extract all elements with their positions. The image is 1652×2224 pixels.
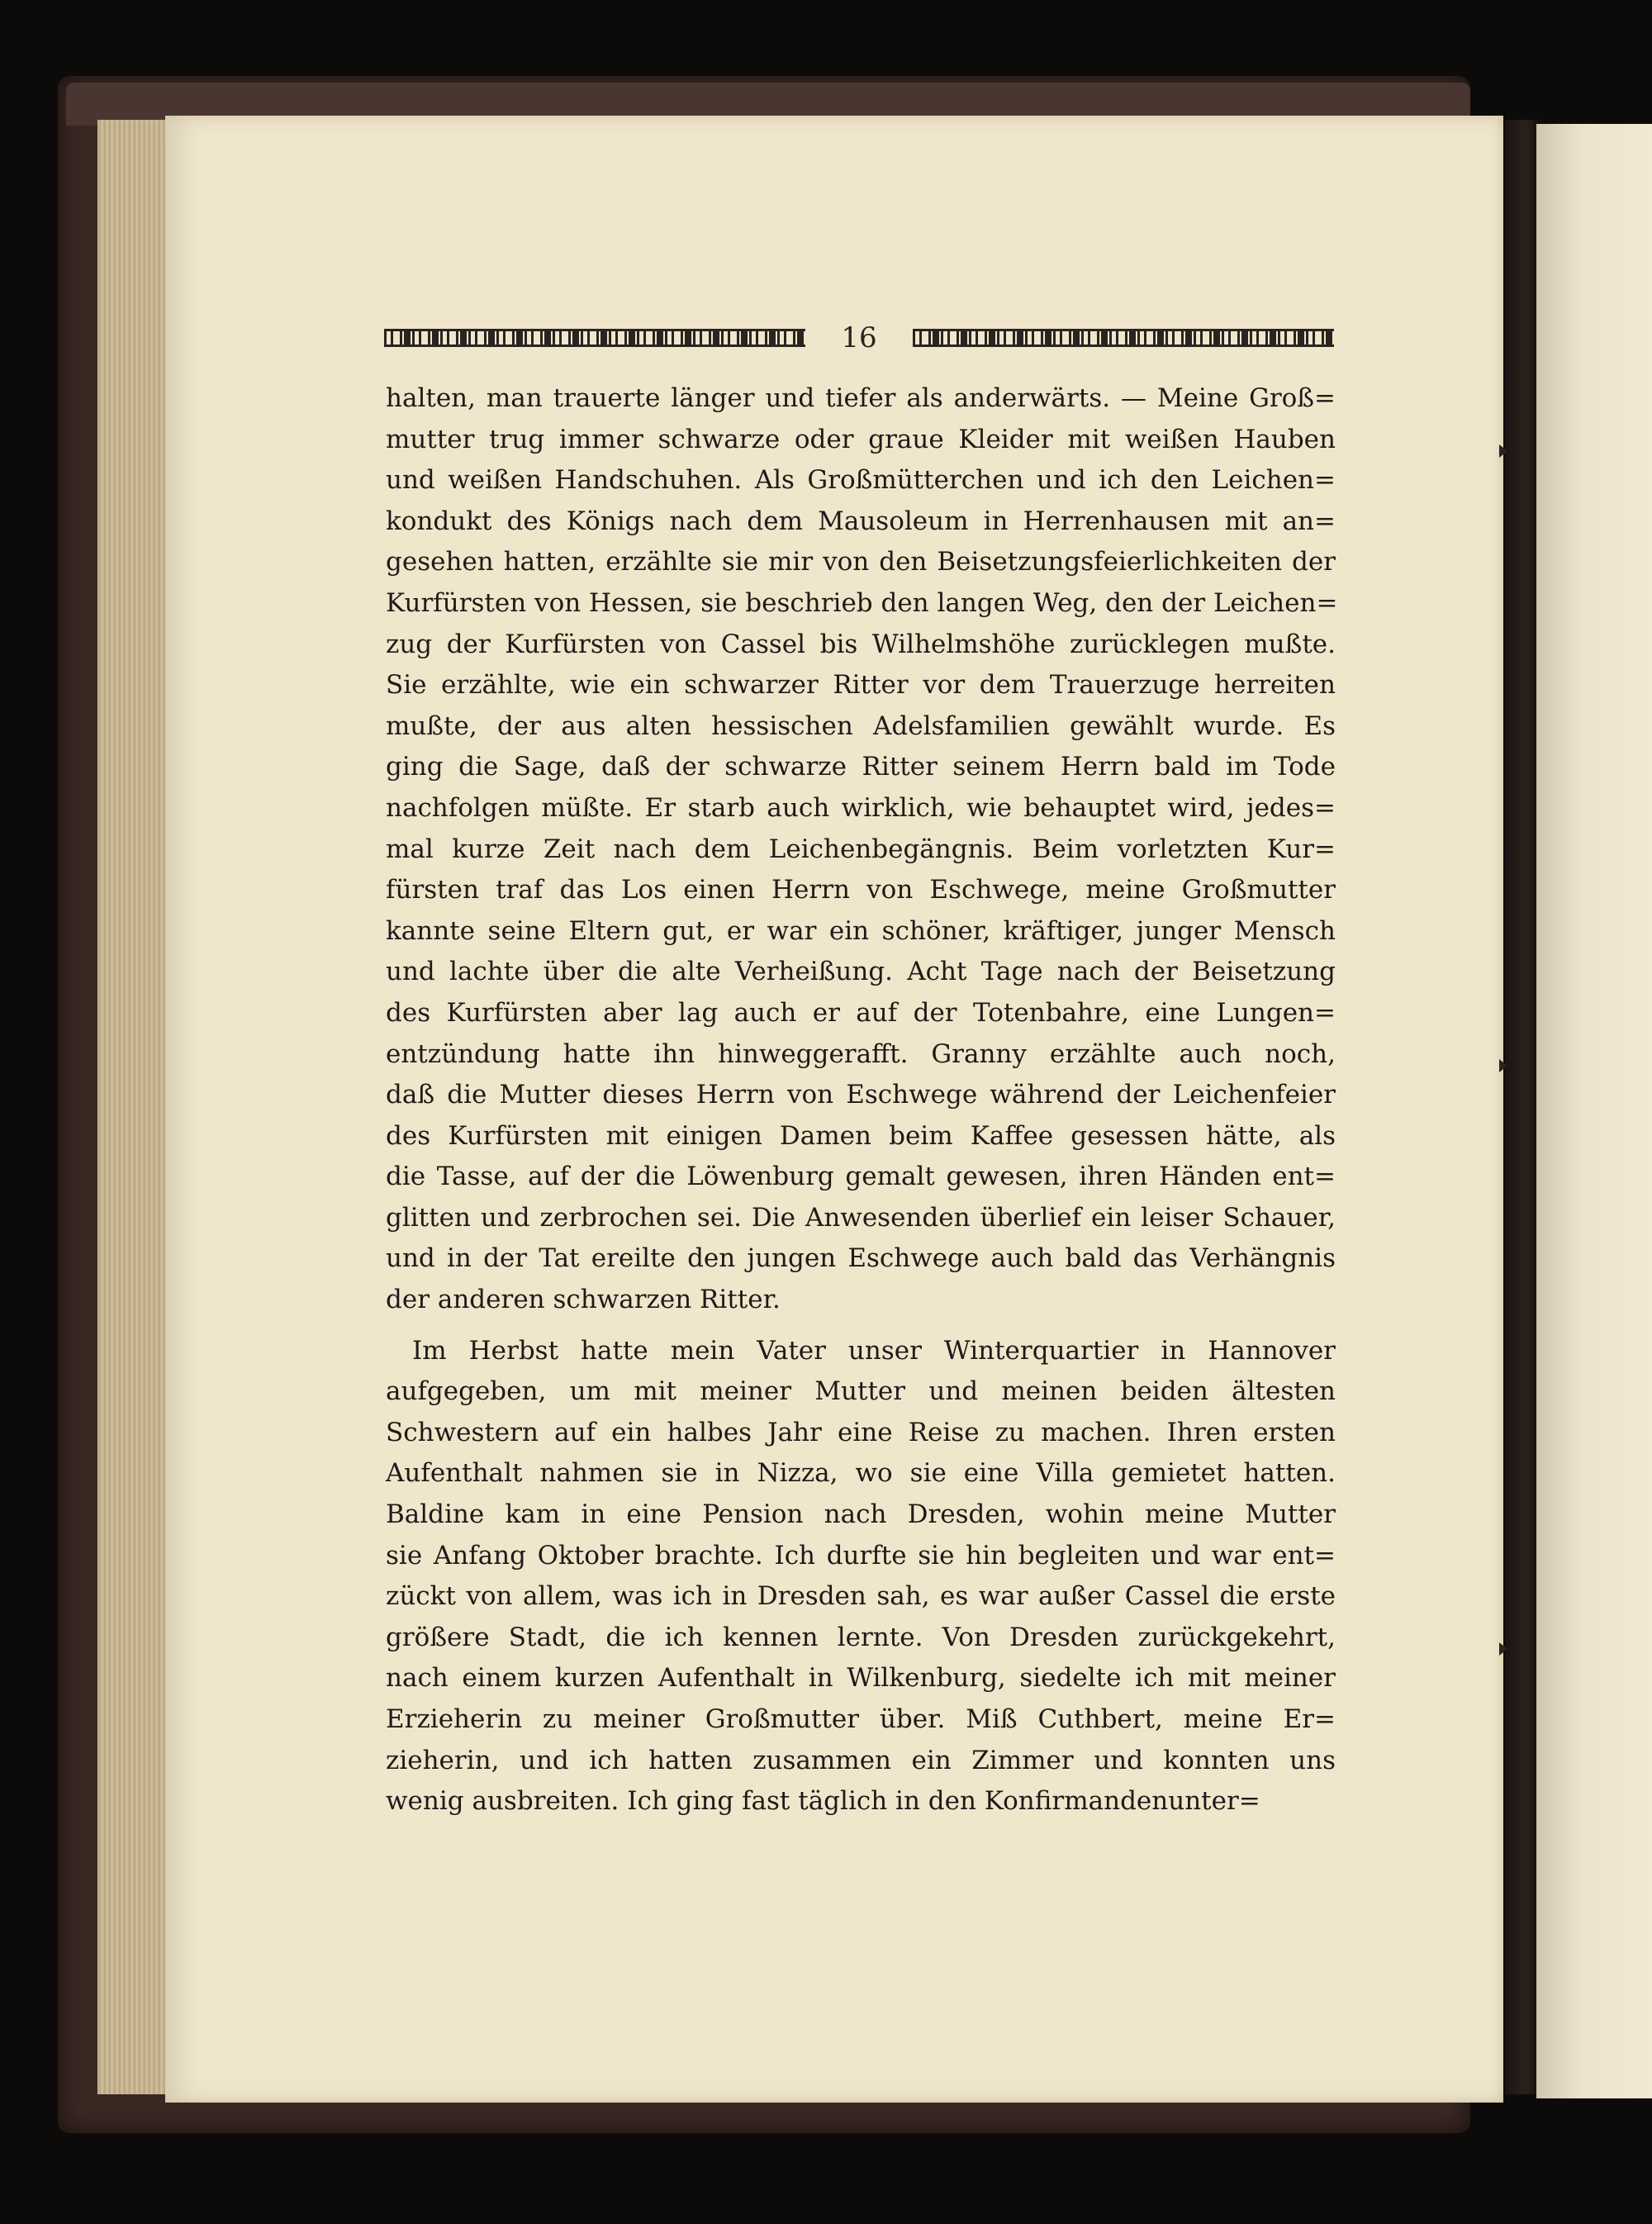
text-line: Kurfürsten von Hessen, sie beschrieb den langen Weg, den der Leichen=: [386, 587, 1338, 618]
text-line: nachfolgen müßte. Er starb auch wirklich, wie behauptet wird, jedes=: [386, 792, 1336, 823]
text-line: Schwestern auf ein halbes Jahr eine Reise zu machen. Ihren ersten: [386, 1417, 1336, 1447]
margin-mark: [1499, 1059, 1507, 1072]
text-line: ging die Sage, daß der schwarze Ritter seinem Herrn bald im Tode: [386, 752, 1336, 782]
text-line: nach einem kurzen Aufenthalt in Wilkenburg, siedelte ich mit meiner: [386, 1663, 1336, 1694]
text-line: der anderen schwarzen Ritter.: [386, 1285, 781, 1315]
text-line: und weißen Handschuhen. Als Großmütterchen und ich den Leichen=: [386, 465, 1336, 496]
text-line: und in der Tat ereilte den jungen Eschwege auch bald das Verhängnis: [386, 1243, 1336, 1274]
paragraph: [386, 378, 1336, 1321]
text-line: wenig ausbreiten. Ich ging fast täglich in den Konfirmandenunter=: [386, 1786, 1260, 1817]
text-line: des Kurfürsten mit einigen Damen beim Kaffee gesessen hätte, als: [386, 1120, 1336, 1151]
text-line: Erzieherin zu meiner Großmutter über. Miß Cuthbert, meine Er=: [386, 1704, 1336, 1734]
text-line: aufgegeben, um mit meiner Mutter und meinen beiden ältesten: [386, 1376, 1336, 1407]
text-line: mutter trug immer schwarze oder graue Kleider mit weißen Hauben: [386, 424, 1336, 454]
text-line: die Tasse, auf der die Löwenburg gemalt gewesen, ihren Händen ent=: [386, 1162, 1336, 1192]
text-line: halten, man trauerte länger und tiefer als anderwärts. — Meine Groß=: [386, 383, 1336, 413]
text-line: gesehen hatten, erzählte sie mir von den Beisetzungsfeierlichkeiten der: [386, 547, 1336, 577]
paragraph-gap: [386, 1321, 1336, 1331]
text-line: Sie erzählte, wie ein schwarzer Ritter vor dem Trauerzuge herreiten: [386, 670, 1336, 701]
running-header: [384, 318, 1334, 358]
text-line: entzündung hatte ihn hinweggerafft. Granny erzählte auch noch,: [386, 1038, 1336, 1069]
text-line: größere Stadt, die ich kennen lernte. Von Dresden zurückgekehrt,: [386, 1622, 1336, 1652]
ornament-band-right: [913, 329, 1334, 347]
text-line: kondukt des Königs nach dem Mausoleum in Herrenhausen mit an=: [386, 506, 1336, 536]
margin-mark: [1499, 1642, 1507, 1656]
text-line: mal kurze Zeit nach dem Leichenbegängnis. Beim vorletzten Kur=: [386, 834, 1336, 864]
text-line: Baldine kam in eine Pension nach Dresden, wohin meine Mutter: [386, 1499, 1336, 1530]
text-line: zug der Kurfürsten von Cassel bis Wilhelmshöhe zurücklegen mußte.: [386, 629, 1336, 659]
text-line: und lachte über die alte Verheißung. Acht Tage nach der Beisetzung: [386, 957, 1336, 987]
text-line: daß die Mutter dieses Herrn von Eschwege während der Leichenfeier: [386, 1080, 1336, 1110]
text-line: sie Anfang Oktober brachte. Ich durfte sie hin begleiten und war ent=: [386, 1540, 1336, 1571]
text-line: zückt von allem, was ich in Dresden sah, es war außer Cassel die erste: [386, 1581, 1336, 1612]
page-edges: [97, 120, 172, 2094]
text-line: glitten und zerbrochen sei. Die Anwesenden überlief ein leiser Schauer,: [386, 1202, 1336, 1233]
text-line: mußte, der aus alten hessischen Adelsfamilien gewählt wurde. Es: [386, 710, 1336, 741]
text-line: zieherin, und ich hatten zusammen ein Zimmer und konnten uns: [386, 1745, 1336, 1775]
text-line: Im Herbst hatte mein Vater unser Winterquartier in Hannover: [412, 1335, 1336, 1366]
margin-mark: [1499, 444, 1507, 458]
paragraph: [386, 1331, 1336, 1822]
ornament-band-left: [384, 329, 805, 347]
book-gutter: [1505, 120, 1540, 2094]
right-page-edge: [1536, 124, 1652, 2098]
text-line: kannte seine Eltern gut, er war ein schöner, kräftiger, junger Mensch: [386, 915, 1336, 946]
text-line: des Kurfürsten aber lag auch er auf der Totenbahre, eine Lungen=: [386, 997, 1336, 1028]
text-line: fürsten traf das Los einen Herrn von Eschwege, meine Großmutter: [386, 875, 1336, 905]
text-line: Aufenthalt nahmen sie in Nizza, wo sie eine Villa gemietet hatten.: [386, 1458, 1336, 1489]
body-text: [386, 378, 1336, 1822]
page-number: 16: [841, 321, 877, 354]
